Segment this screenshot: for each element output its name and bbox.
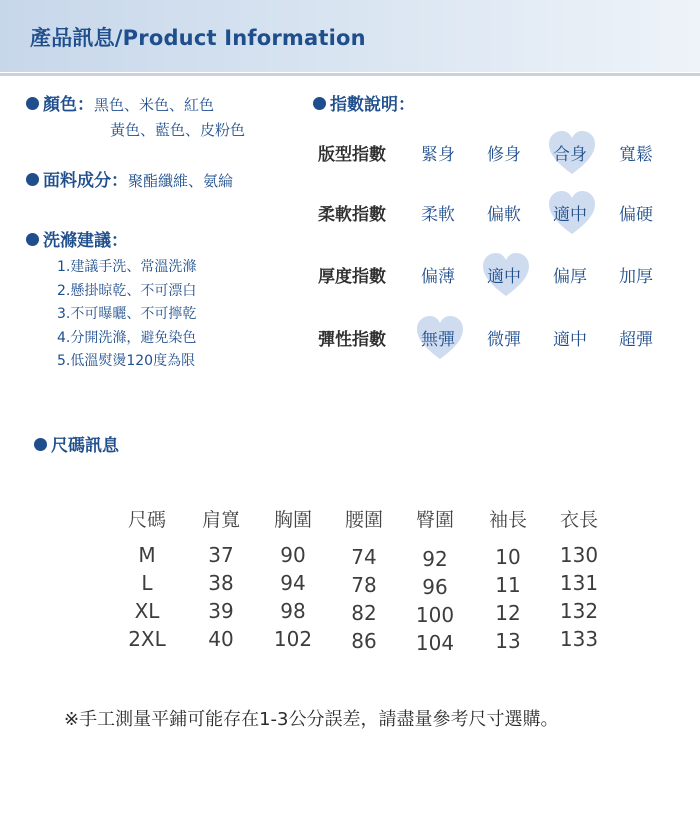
size-row-label: 2XL [128, 627, 166, 651]
size-header-cell: 衣長 [559, 509, 599, 531]
size-value-cell: 94 [280, 571, 306, 595]
size-value-cell: 78 [351, 573, 377, 597]
wash-item: 1.建議手洗、常溫洗滌 [57, 259, 197, 275]
size-value-cell: 39 [208, 599, 234, 623]
index-row-label: 厚度指數 [318, 267, 386, 287]
bullet-dot-icon [34, 438, 47, 451]
bullet-dot-icon [26, 233, 39, 246]
size-value-cell: 104 [415, 631, 455, 655]
fabric-section [26, 166, 233, 191]
size-row-label: XL [134, 599, 160, 623]
index-option: 緊身 [421, 145, 455, 165]
wash-item: 5.低溫熨燙120度為限 [57, 353, 196, 369]
index-option-selected: 無彈 [421, 330, 455, 350]
size-value-cell: 10 [495, 545, 521, 569]
wash-label: 洗滌建議： [43, 231, 128, 251]
color-section-line2 [110, 119, 245, 140]
size-value-cell: 90 [280, 543, 306, 567]
size-value-cell: 100 [415, 603, 455, 627]
size-value-cell: 86 [351, 629, 377, 653]
wash-item: 4.分開洗滌，避免染色 [57, 329, 197, 346]
index-option-selected: 合身 [553, 145, 587, 165]
measurement-note: ※手工測量平鋪可能存在1-3公分誤差，請盡量參考尺寸選購。 [64, 709, 559, 730]
index-row-label: 彈性指數 [318, 330, 386, 350]
index-option: 超彈 [619, 330, 653, 350]
size-row-label: M [138, 543, 156, 567]
size-header-cell: 胸圍 [273, 509, 313, 531]
index-option: 偏薄 [421, 267, 455, 287]
size-value-cell: 132 [559, 599, 599, 623]
size-value-cell: 13 [495, 629, 521, 653]
color-section [26, 90, 214, 115]
wash-item: 3.不可曝曬、不可擰乾 [57, 306, 197, 322]
size-value-cell: 38 [208, 571, 234, 595]
index-section-title [313, 90, 415, 115]
index-option: 微彈 [487, 330, 521, 350]
color-values-line1: 黑色、米色、紅色 [94, 96, 215, 114]
page-title: 產品訊息/Product Information [30, 26, 366, 50]
size-label: 尺碼訊息 [51, 436, 119, 456]
size-value-cell: 40 [208, 627, 234, 651]
wash-section [26, 226, 128, 251]
index-option: 偏硬 [619, 205, 653, 225]
index-option: 偏厚 [553, 267, 587, 287]
size-value-cell: 98 [280, 599, 306, 623]
index-option: 適中 [553, 330, 587, 350]
size-row-label: L [141, 571, 153, 595]
size-value-cell: 102 [273, 627, 313, 651]
index-option: 加厚 [619, 267, 653, 287]
size-value-cell: 130 [559, 543, 599, 567]
fabric-label: 面料成分： [43, 171, 128, 191]
size-header-cell: 尺碼 [127, 509, 167, 531]
index-option: 寬鬆 [619, 145, 653, 165]
size-value-cell: 82 [351, 601, 377, 625]
index-option: 修身 [487, 145, 521, 165]
bullet-dot-icon [26, 173, 39, 186]
size-value-cell: 96 [422, 575, 448, 599]
size-header-cell: 腰圍 [344, 509, 384, 531]
wash-item: 2.懸掛晾乾、不可漂白 [57, 282, 197, 299]
header-divider [0, 73, 700, 76]
index-option-selected: 適中 [553, 205, 587, 225]
size-value-cell: 131 [559, 571, 599, 595]
size-value-cell: 92 [422, 547, 448, 571]
size-section-title [34, 431, 119, 456]
size-value-cell: 37 [208, 543, 234, 567]
size-header-cell: 肩寬 [201, 509, 241, 531]
bullet-dot-icon [313, 97, 326, 110]
size-header-cell: 袖長 [488, 509, 528, 531]
color-label: 顏色： [43, 95, 94, 115]
fabric-value: 聚酯纖維、氨綸 [128, 172, 234, 190]
size-value-cell: 74 [351, 545, 377, 569]
index-label: 指數說明： [330, 95, 415, 115]
index-row-label: 版型指數 [318, 145, 386, 165]
index-row-label: 柔軟指數 [318, 205, 386, 225]
index-option: 偏軟 [487, 205, 521, 225]
bullet-dot-icon [26, 97, 39, 110]
color-values-line2: 黃色、藍色、皮粉色 [110, 121, 246, 139]
size-value-cell: 12 [495, 601, 521, 625]
size-header-cell: 臀圍 [415, 509, 455, 531]
wash-list [57, 256, 196, 374]
index-option-selected: 適中 [487, 267, 521, 287]
size-value-cell: 133 [559, 627, 599, 651]
size-value-cell: 11 [495, 573, 521, 597]
header-banner [0, 0, 700, 72]
index-option: 柔軟 [421, 205, 455, 225]
